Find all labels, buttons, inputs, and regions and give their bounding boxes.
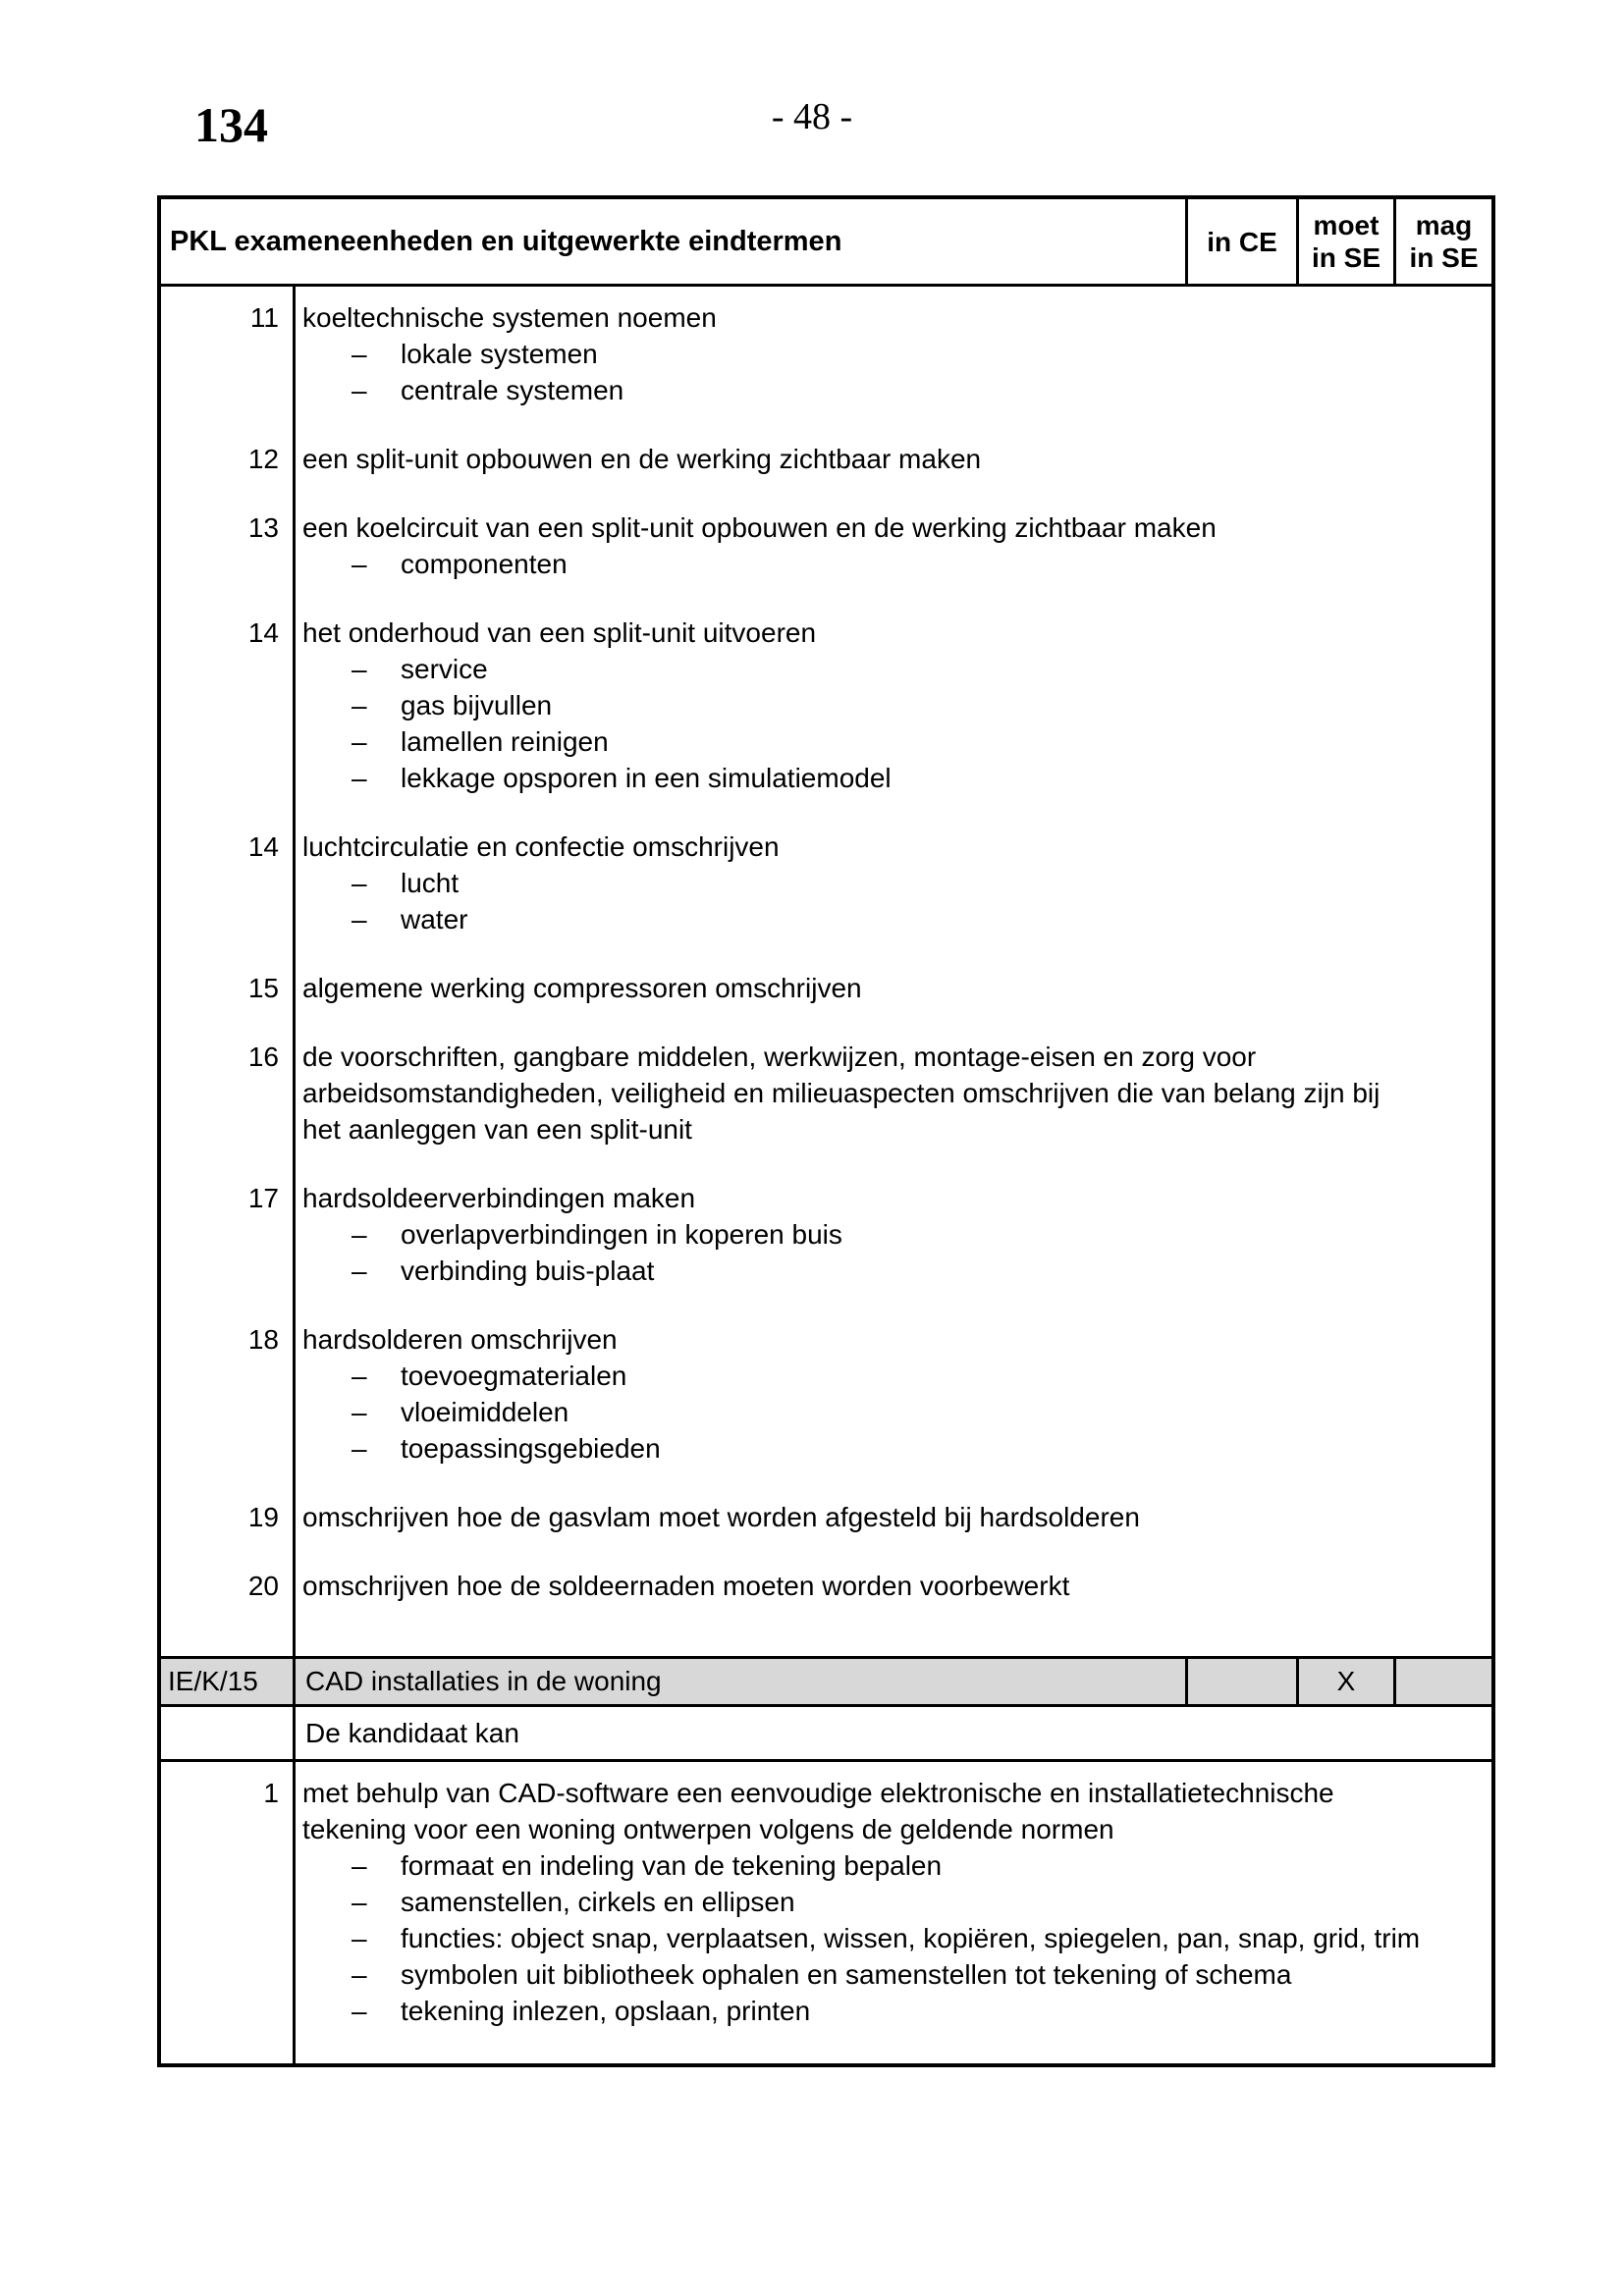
sub-item-text: lamellen reinigen (401, 726, 609, 757)
dash-bullet: – (352, 1361, 367, 1391)
item-text-line: koeltechnische systemen noemen (302, 302, 717, 333)
item-number: 1 (263, 1778, 279, 1808)
item-row (161, 614, 1491, 796)
item-row (161, 509, 1491, 582)
sub-item-text: lekkage opsporen in een simulatiemodel (401, 763, 892, 793)
sub-item-text: overlapverbindingen in koperen buis (401, 1219, 842, 1250)
sub-item-text: lokale systemen (401, 339, 598, 369)
item-row (161, 1499, 1491, 1535)
item-text-line: de voorschriften, gangbare middelen, werkwijzen, montage-eisen en zorg voor (302, 1041, 1257, 1072)
dash-bullet: – (352, 1887, 367, 1917)
unit-moet-in-se-mark: X (1336, 1666, 1356, 1696)
item-text-line: omschrijven hoe de gasvlam moet worden afgesteld bij hardsolderen (302, 1502, 1140, 1532)
column-header-mag-in-se: mag in SE (1393, 199, 1491, 284)
sub-item (302, 336, 1491, 372)
item-number: 19 (247, 1502, 279, 1532)
item-text-line: een split-unit opbouwen en de werking zichtbaar maken (302, 444, 982, 474)
item-body (293, 970, 1491, 1006)
sub-item-text: lucht (401, 868, 460, 898)
item-number: 14 (247, 831, 279, 862)
sub-item (302, 760, 1491, 796)
sub-item (302, 1993, 1491, 2029)
item-body (293, 828, 1491, 937)
sub-item-text: centrale systemen (401, 375, 624, 405)
item-number: 14 (247, 617, 279, 648)
sub-item-text: samenstellen, cirkels en ellipsen (401, 1887, 795, 1917)
item-text-line: een koelcircuit van een split-unit opbouwen en de werking zichtbaar maken (302, 512, 1217, 543)
item-number: 12 (247, 444, 279, 474)
dash-bullet: – (352, 1850, 367, 1881)
sub-item-text: service (401, 654, 488, 684)
sub-item (302, 1920, 1491, 1956)
item-body (293, 299, 1491, 408)
dash-bullet: – (352, 868, 367, 898)
sub-item (302, 1884, 1491, 1920)
dash-bullet: – (352, 654, 367, 684)
item-body (293, 1180, 1491, 1289)
dash-bullet: – (352, 690, 367, 721)
number-column-divider (293, 1762, 296, 2063)
table-title: PKL exameneenheden en uitgewerkte eindtermen (170, 225, 842, 257)
unit-title: CAD installaties in de woning (305, 1666, 662, 1696)
unit-mag-in-se-cell (1396, 1659, 1491, 1704)
item-body (293, 614, 1491, 796)
sub-item (302, 1394, 1491, 1430)
item-body (293, 1039, 1491, 1148)
dash-bullet: – (352, 339, 367, 369)
item-body (293, 1499, 1491, 1535)
item-row (161, 970, 1491, 1006)
table-header-row (161, 199, 1491, 287)
item-text-line: hardsolderen omschrijven (302, 1324, 618, 1355)
dash-bullet: – (352, 1397, 367, 1427)
sub-item-text: componenten (401, 549, 568, 579)
item-text-line: omschrijven hoe de soldeernaden moeten worden voorbewerkt (302, 1571, 1070, 1601)
item-number: 11 (249, 302, 279, 333)
sub-item (302, 1253, 1491, 1289)
dash-bullet: – (352, 763, 367, 793)
item-number: 20 (247, 1571, 279, 1601)
sub-item (302, 1358, 1491, 1394)
item-body (293, 1321, 1491, 1467)
sub-item (302, 901, 1491, 937)
dash-bullet: – (352, 904, 367, 934)
sub-item (302, 372, 1491, 408)
item-row (161, 441, 1491, 477)
number-column-divider (293, 287, 296, 1656)
item-body (293, 1568, 1491, 1604)
item-row (161, 1180, 1491, 1289)
item-row (161, 1775, 1491, 2029)
sub-item (302, 1430, 1491, 1467)
item-text-line: met behulp van CAD-software een eenvoudige elektronische en installatietechnische (302, 1778, 1334, 1808)
column-header-in-ce: in CE (1185, 199, 1296, 284)
unit-header-row (161, 1656, 1491, 1707)
sub-item (302, 687, 1491, 723)
dash-bullet: – (352, 1219, 367, 1250)
empty-number-cell (161, 1707, 293, 1759)
item-number: 15 (247, 973, 279, 1003)
item-row (161, 299, 1491, 408)
sub-item (302, 723, 1491, 760)
dash-bullet: – (352, 1996, 367, 2026)
sub-item-text: symbolen uit bibliotheek ophalen en samenstellen tot tekening of schema (401, 1959, 1292, 1990)
item-text-line: arbeidsomstandigheden, veiligheid en milieuaspecten omschrijven die van belang zijn bij (302, 1078, 1380, 1108)
sub-item-text: formaat en indeling van de tekening bepalen (401, 1850, 943, 1881)
unit-code: IE/K/15 (168, 1666, 258, 1696)
sub-item (302, 651, 1491, 687)
item-number: 17 (247, 1183, 279, 1213)
dash-bullet: – (352, 375, 367, 405)
dash-bullet: – (352, 1959, 367, 1990)
item-body (293, 1775, 1491, 2029)
item-row (161, 828, 1491, 937)
column-header-moet-in-se: moet in SE (1296, 199, 1393, 284)
section-eindtermen-cad (161, 1762, 1491, 2063)
sub-item-text: vloeimiddelen (401, 1397, 569, 1427)
exam-units-table (157, 195, 1495, 2067)
document-number: 134 (194, 97, 268, 152)
dash-bullet: – (352, 549, 367, 579)
dash-bullet: – (352, 1923, 367, 1953)
item-number: 13 (247, 512, 279, 543)
item-number: 16 (247, 1041, 279, 1072)
sub-item (302, 1956, 1491, 1993)
sub-item-text: water (401, 904, 468, 934)
sub-item-text: verbinding buis-plaat (401, 1255, 655, 1286)
item-body (293, 509, 1491, 582)
sub-item (302, 1847, 1491, 1884)
item-number: 18 (247, 1324, 279, 1355)
item-row (161, 1039, 1491, 1148)
item-text-line: het onderhoud van een split-unit uitvoeren (302, 617, 817, 648)
sub-item-text: gas bijvullen (401, 690, 553, 721)
sub-item (302, 865, 1491, 901)
sub-item-text: tekening inlezen, opslaan, printen (401, 1996, 811, 2026)
sub-item-text: toevoegmaterialen (401, 1361, 627, 1391)
item-text-line: hardsoldeerverbindingen maken (302, 1183, 696, 1213)
sub-item-text: functies: object snap, verplaatsen, wissen, kopiëren, spiegelen, pan, snap, grid, trim (401, 1923, 1421, 1953)
sub-item-text: toepassingsgebieden (401, 1433, 661, 1464)
sub-item (302, 546, 1491, 582)
dash-bullet: – (352, 1255, 367, 1286)
item-text-line: tekening voor een woning ontwerpen volgens de geldende normen (302, 1814, 1114, 1844)
section-eindtermen-11-20 (161, 287, 1491, 1656)
item-body (293, 441, 1491, 477)
dash-bullet: – (352, 726, 367, 757)
sub-item (302, 1216, 1491, 1253)
item-text-line: luchtcirculatie en confectie omschrijven (302, 831, 780, 862)
item-row (161, 1321, 1491, 1467)
item-text-line: algemene werking compressoren omschrijven (302, 973, 862, 1003)
item-row (161, 1568, 1491, 1604)
kandidaat-label: De kandidaat kan (305, 1717, 519, 1748)
dash-bullet: – (352, 1433, 367, 1464)
kandidaat-row (161, 1707, 1491, 1762)
page-number: - 48 - (771, 96, 853, 137)
item-text-line: het aanleggen van een split-unit (302, 1114, 692, 1145)
unit-in-ce-cell (1188, 1659, 1296, 1704)
